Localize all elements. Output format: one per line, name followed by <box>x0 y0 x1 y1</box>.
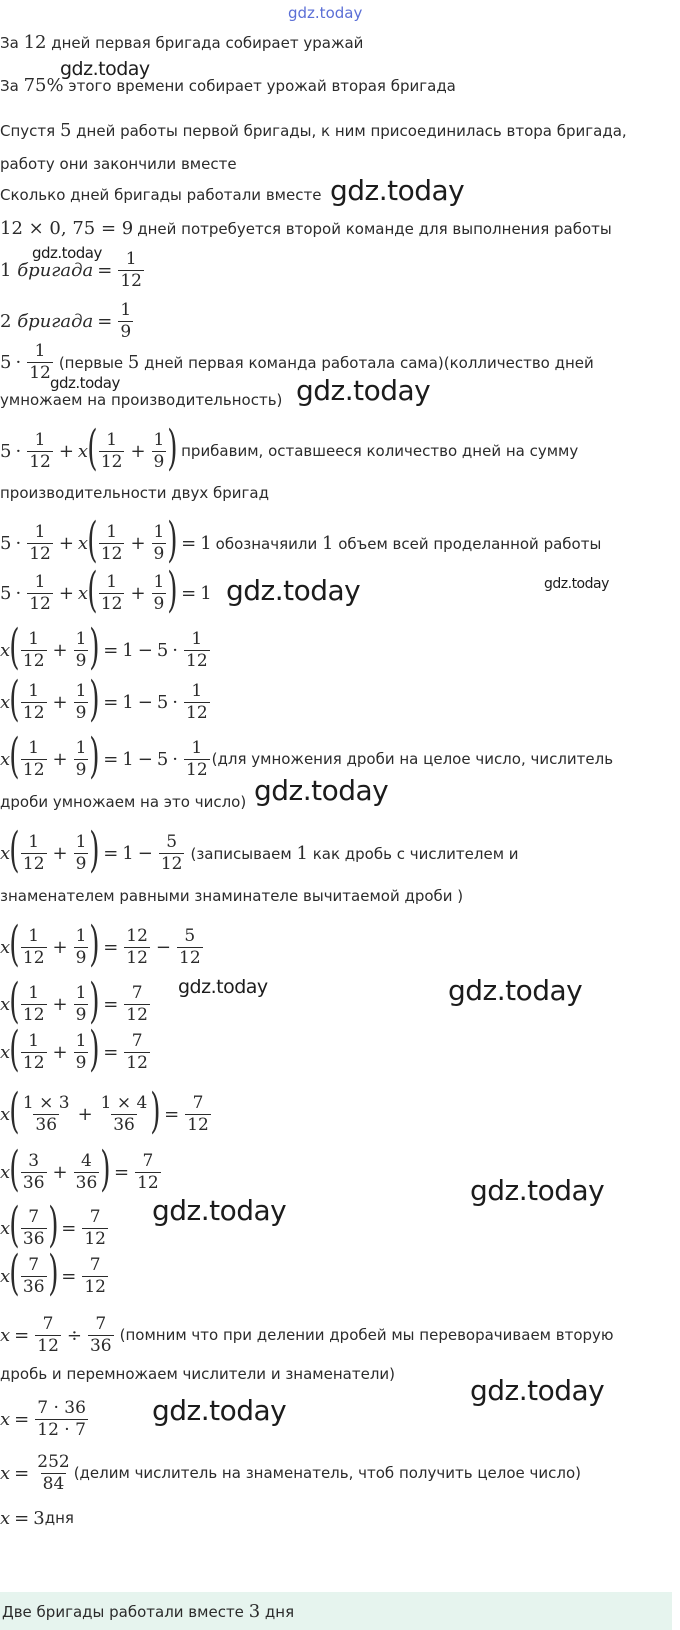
solution-step-10-line-2: знаменателем равными знаминателе вычитаемой дроби ) <box>0 887 464 905</box>
solution-step-10: x ( 1 12 + $\frac{1}{9}$ ) = 1 − $\frac{5}{12}$ (записываем 1 как дробь с числителем и <box>0 822 519 878</box>
watermark: gdz.today <box>448 974 583 1007</box>
solution-step-3: 2 бригада = $\frac{1}{9}$ <box>0 299 132 342</box>
watermark: gdz.today <box>50 374 120 392</box>
solution-step-5-line-2: производительности двух бригад <box>0 484 269 502</box>
solution-step-15b: x ( 7 36 ) = $\frac{7}{12}$ <box>0 1245 106 1301</box>
solution-step-18: x = $\frac{252}{84}$ (делим числитель на знаменатель, чтоб получить целое число) <box>0 1451 582 1494</box>
solution-step-1: 12 × 0, 75 = 9 дней потребуется второй команде для выполнения работы <box>0 218 612 239</box>
watermark-top: gdz.today <box>288 4 363 22</box>
solution-result: x = 3 дня <box>0 1507 74 1529</box>
solution-step-9: x ( 1 12 + $\frac{1}{9}$ ) = 1 − 5 · 1 12 (для умножения дроби на целое число, числитель <box>0 728 614 784</box>
solution-step-16: x = $\frac{7}{12}$ ÷ $\frac{7}{36}$ (помним что при делении дробей мы переворачиваем вторую <box>0 1313 614 1356</box>
problem-line-4: работу они закончили вместе <box>0 155 237 173</box>
watermark: gdz.today <box>152 1194 287 1227</box>
answer-text: Две бригады работали вместе 3 дня <box>2 1600 295 1622</box>
solution-step-4: 5 · 1 12 (первые 5 дней первая команда работала сама)(колличество дней <box>0 340 594 383</box>
watermark: gdz.today <box>152 1394 287 1427</box>
solution-step-4-line-2: умножаем на производительность) <box>0 391 283 409</box>
watermark: gdz.today <box>296 374 431 407</box>
solution-step-8: x ( 1 12 + $\frac{1}{9}$ ) = 1 − 5 · 1 12 <box>0 619 208 675</box>
watermark: gdz.today <box>330 174 465 207</box>
solution-step-6: 5 · 1 12 + x ( 1 12 + $\frac{1}{9}$ ) = 1 обозначяили 1 объем всей проделанной работы <box>0 512 602 568</box>
solution-step-13: x ( 1 × 3 36 + $\frac{1 \times 4}{36}$ ) = $\frac{7}{12}$ <box>0 1083 209 1139</box>
watermark: gdz.today <box>60 58 150 80</box>
solution-step-15: x ( 7 36 ) = $\frac{7}{12}$ <box>0 1197 106 1253</box>
watermark: gdz.today <box>32 244 102 262</box>
watermark: gdz.today <box>470 1174 605 1207</box>
watermark: gdz.today <box>544 576 609 592</box>
solution-step-2: 1 бригада = $\frac{1}{12}$ <box>0 248 142 291</box>
solution-step-17: x = $\frac{7 \cdot 36}{12 \cdot 7}$ <box>0 1397 86 1440</box>
watermark: gdz.today <box>178 976 268 998</box>
solution-step-8b: x ( 1 12 + $\frac{1}{9}$ ) = 1 − 5 · 1 12 <box>0 671 208 727</box>
solution-step-5: 5 · 1 12 + x ( 1 12 + $\frac{1}{9}$ ) прибавим, оставшееся количество дней на сумму <box>0 420 579 476</box>
answer-box <box>0 1592 672 1630</box>
problem-line-3: Спустя 5 дней работы первой бригады, к ним присоединилась втора бригада, <box>0 120 627 141</box>
solution-step-12b: x ( 1 12 + $\frac{1}{9}$ ) = $\frac{7}{12}$ <box>0 1021 148 1077</box>
solution-step-11: x ( 1 12 + $\frac{1}{9}$ ) = $\frac{12}{12}$ − $\frac{5}{12}$ <box>0 916 201 972</box>
solution-step-16-line-2: дробь и перемножаем числители и знаменатели) <box>0 1365 396 1383</box>
watermark: gdz.today <box>254 774 389 807</box>
solution-step-7: 5 · 1 12 + x ( 1 12 + $\frac{1}{9}$ ) = 1 <box>0 562 212 618</box>
solution-step-12: x ( 1 12 + $\frac{1}{9}$ ) = $\frac{7}{12}$ <box>0 973 148 1029</box>
problem-line-2: За 75% этого времени собирает урожай вторая бригада <box>0 75 456 96</box>
problem-question: Сколько дней бригады работали вместе <box>0 186 322 204</box>
solution-step-9-line-2: дроби умножаем на это число) <box>0 793 247 811</box>
solution-step-14: x ( 3 36 + $\frac{4}{36}$ ) = $\frac{7}{12}$ <box>0 1141 159 1197</box>
watermark: gdz.today <box>470 1374 605 1407</box>
watermark: gdz.today <box>226 574 361 607</box>
problem-line-1: За 12 дней первая бригада собирает уражай <box>0 32 364 53</box>
